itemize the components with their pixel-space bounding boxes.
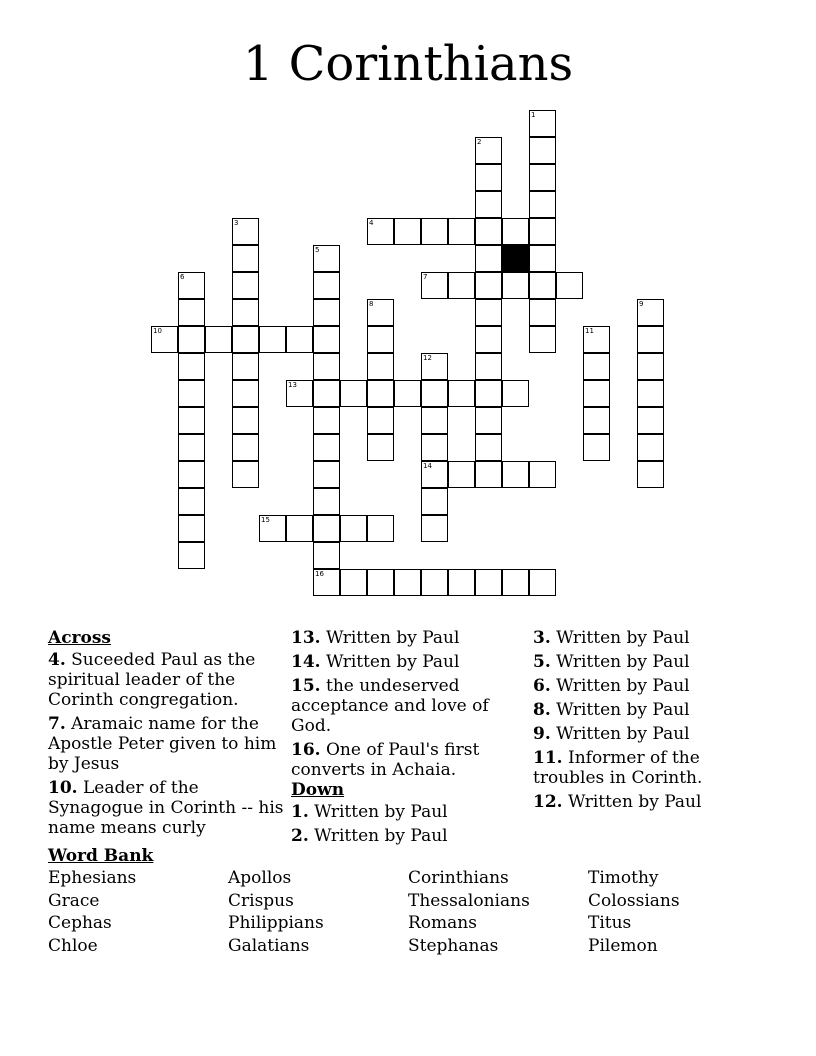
grid-cell[interactable] <box>475 380 502 407</box>
word-bank-item: Chloe <box>48 936 98 956</box>
clue-number-label: 9 <box>639 300 644 308</box>
grid-cell[interactable] <box>448 569 475 596</box>
grid-cell[interactable] <box>637 380 664 407</box>
clue-text: Written by Paul <box>325 628 460 648</box>
down-clue-5 <box>533 652 723 672</box>
grid-cell[interactable] <box>313 569 340 596</box>
clue-number: 2. <box>291 826 309 846</box>
grid-cell[interactable] <box>178 407 205 434</box>
clue-number-label: 13 <box>288 381 297 389</box>
grid-cell[interactable] <box>313 299 340 326</box>
grid-cell[interactable] <box>502 569 529 596</box>
grid-cell[interactable] <box>340 380 367 407</box>
grid-cell[interactable] <box>583 434 610 461</box>
grid-cell[interactable] <box>313 326 340 353</box>
clue-number: 8. <box>533 700 551 720</box>
clue-text: Written by Paul <box>556 628 690 648</box>
clue-number-label: 1 <box>531 111 536 119</box>
grid-cell[interactable] <box>502 272 529 299</box>
down-clue-9 <box>533 724 723 744</box>
word-bank-item: Philippians <box>228 913 324 933</box>
grid-cell[interactable] <box>313 407 340 434</box>
across-heading: Across <box>48 628 111 648</box>
grid-cell[interactable] <box>475 569 502 596</box>
clue-text: the undeserved acceptance and love of God. <box>291 676 489 736</box>
grid-cell[interactable] <box>313 380 340 407</box>
grid-cell[interactable] <box>232 380 259 407</box>
grid-cell[interactable] <box>421 569 448 596</box>
clue-number-label: 2 <box>477 138 482 146</box>
grid-cell[interactable] <box>475 326 502 353</box>
clue-number-label: 16 <box>315 570 324 578</box>
grid-cell[interactable] <box>556 272 583 299</box>
clues-column-1 <box>48 628 284 842</box>
grid-cell[interactable] <box>421 461 448 488</box>
page-title: 1 Corinthians <box>242 36 574 92</box>
grid-cell[interactable] <box>529 110 556 137</box>
grid-cell[interactable] <box>529 461 556 488</box>
down-heading: Down <box>291 780 345 800</box>
word-bank-item: Pilemon <box>588 936 658 956</box>
grid-cell[interactable] <box>421 407 448 434</box>
across-clue-15 <box>291 676 527 736</box>
grid-cell[interactable] <box>529 137 556 164</box>
word-bank-item: Cephas <box>48 913 112 933</box>
grid-cell[interactable] <box>394 569 421 596</box>
clue-text: Written by Paul <box>567 792 702 812</box>
grid-cell[interactable] <box>232 272 259 299</box>
grid-cell[interactable] <box>232 245 259 272</box>
clue-text: Aramaic name for the Apostle Peter given to him by Jesus <box>48 714 277 774</box>
across-clue-16 <box>291 740 527 780</box>
across-clue-4 <box>48 650 284 710</box>
grid-cell[interactable] <box>178 380 205 407</box>
grid-cell[interactable] <box>394 218 421 245</box>
grid-cell[interactable] <box>340 569 367 596</box>
clue-text: Written by Paul <box>556 700 690 720</box>
clue-text: Written by Paul <box>325 652 460 672</box>
grid-cell[interactable] <box>421 515 448 542</box>
grid-cell[interactable] <box>178 353 205 380</box>
clue-number: 1. <box>291 802 309 822</box>
grid-cell[interactable] <box>448 272 475 299</box>
grid-cell[interactable] <box>475 137 502 164</box>
grid-cell[interactable] <box>340 515 367 542</box>
clue-number-label: 5 <box>315 246 320 254</box>
grid-cell[interactable] <box>448 461 475 488</box>
clue-number: 13. <box>291 628 321 648</box>
clue-number-label: 12 <box>423 354 432 362</box>
grid-cell[interactable] <box>232 461 259 488</box>
clue-text: Written by Paul <box>556 724 690 744</box>
grid-cell[interactable] <box>475 191 502 218</box>
across-clue-14 <box>291 652 527 672</box>
clue-number-label: 8 <box>369 300 374 308</box>
grid-cell[interactable] <box>475 245 502 272</box>
clue-number: 16. <box>291 740 321 760</box>
grid-cell[interactable] <box>529 245 556 272</box>
grid-cell[interactable] <box>313 461 340 488</box>
clue-number-label: 14 <box>423 462 432 470</box>
grid-cell[interactable] <box>313 515 340 542</box>
grid-cell[interactable] <box>313 434 340 461</box>
clue-text: Written by Paul <box>314 802 448 822</box>
grid-cell[interactable] <box>448 380 475 407</box>
grid-cell[interactable] <box>637 299 664 326</box>
clue-number: 9. <box>533 724 551 744</box>
clue-number: 6. <box>533 676 551 696</box>
grid-cell[interactable] <box>313 353 340 380</box>
clue-number: 3. <box>533 628 551 648</box>
grid-cell[interactable] <box>178 488 205 515</box>
word-bank-item: Apollos <box>228 868 292 888</box>
grid-cell[interactable] <box>232 407 259 434</box>
word-bank-item: Timothy <box>588 868 659 888</box>
word-bank-item: Titus <box>588 913 632 933</box>
word-bank-item: Grace <box>48 891 100 911</box>
clue-number-label: 6 <box>180 273 185 281</box>
grid-cell[interactable] <box>232 299 259 326</box>
grid-cell[interactable] <box>475 353 502 380</box>
across-clue-10 <box>48 778 284 838</box>
across-clue-7 <box>48 714 284 774</box>
clue-number-label: 10 <box>153 327 162 335</box>
clue-text: Informer of the troubles in Corinth. <box>533 748 703 788</box>
clue-number-label: 11 <box>585 327 594 335</box>
grid-cell[interactable] <box>421 488 448 515</box>
grid-cell[interactable] <box>475 299 502 326</box>
clue-number-label: 4 <box>369 219 374 227</box>
clue-number: 4. <box>48 650 66 670</box>
grid-cell[interactable] <box>421 434 448 461</box>
grid-cell[interactable] <box>421 218 448 245</box>
clue-number-label: 3 <box>234 219 239 227</box>
clue-number: 14. <box>291 652 321 672</box>
grid-cell[interactable] <box>583 326 610 353</box>
grid-cell[interactable] <box>313 245 340 272</box>
clue-text: Written by Paul <box>314 826 448 846</box>
clues-column-3 <box>533 628 723 816</box>
grid-cell[interactable] <box>259 515 286 542</box>
grid-cell[interactable] <box>367 569 394 596</box>
clue-text: Leader of the Synagogue in Corinth -- his name means curly <box>48 778 284 838</box>
grid-cell[interactable] <box>583 407 610 434</box>
clue-number: 15. <box>291 676 321 696</box>
grid-cell[interactable] <box>178 515 205 542</box>
grid-cell[interactable] <box>475 407 502 434</box>
down-clue-12 <box>533 792 723 812</box>
grid-cell[interactable] <box>583 380 610 407</box>
grid-cell[interactable] <box>637 326 664 353</box>
grid-cell[interactable] <box>529 326 556 353</box>
grid-cell[interactable] <box>232 353 259 380</box>
grid-cell[interactable] <box>367 434 394 461</box>
clue-number-label: 15 <box>261 516 270 524</box>
grid-cell[interactable] <box>367 380 394 407</box>
grid-cell[interactable] <box>178 326 205 353</box>
grid-cell[interactable] <box>529 299 556 326</box>
grid-cell[interactable] <box>313 488 340 515</box>
down-clue-11 <box>533 748 723 788</box>
clue-number: 5. <box>533 652 551 672</box>
clue-number: 10. <box>48 778 78 798</box>
grid-cell[interactable] <box>529 191 556 218</box>
clue-text: Written by Paul <box>556 676 690 696</box>
clue-number: 11. <box>533 748 563 768</box>
grid-block <box>502 245 529 272</box>
grid-cell[interactable] <box>502 380 529 407</box>
grid-cell[interactable] <box>421 353 448 380</box>
grid-cell[interactable] <box>178 542 205 569</box>
grid-cell[interactable] <box>178 434 205 461</box>
down-clue-2 <box>291 826 527 846</box>
clue-text: Suceeded Paul as the spiritual leader of the Corinth congregation. <box>48 650 256 710</box>
clue-text: Written by Paul <box>556 652 690 672</box>
down-clue-1 <box>291 802 527 822</box>
grid-cell[interactable] <box>232 326 259 353</box>
grid-cell[interactable] <box>421 272 448 299</box>
word-bank-item: Corinthians <box>408 868 509 888</box>
word-bank-item: Crispus <box>228 891 294 911</box>
grid-cell[interactable] <box>178 272 205 299</box>
word-bank-item: Thessalonians <box>408 891 530 911</box>
grid-cell[interactable] <box>286 380 313 407</box>
grid-cell[interactable] <box>313 272 340 299</box>
down-clue-3 <box>533 628 723 648</box>
across-clue-13 <box>291 628 527 648</box>
down-clue-6 <box>533 676 723 696</box>
grid-cell[interactable] <box>502 461 529 488</box>
word-bank-heading: Word Bank <box>48 846 154 866</box>
grid-cell[interactable] <box>178 299 205 326</box>
grid-cell[interactable] <box>475 218 502 245</box>
grid-cell[interactable] <box>367 515 394 542</box>
word-bank-item: Galatians <box>228 936 310 956</box>
grid-cell[interactable] <box>448 218 475 245</box>
grid-cell[interactable] <box>259 326 286 353</box>
grid-cell[interactable] <box>475 272 502 299</box>
grid-cell[interactable] <box>367 299 394 326</box>
grid-cell[interactable] <box>529 272 556 299</box>
grid-cell[interactable] <box>475 461 502 488</box>
grid-cell[interactable] <box>529 569 556 596</box>
grid-cell[interactable] <box>637 434 664 461</box>
grid-cell[interactable] <box>637 461 664 488</box>
clue-number: 7. <box>48 714 66 734</box>
grid-cell[interactable] <box>313 542 340 569</box>
grid-cell[interactable] <box>421 380 448 407</box>
word-bank-item: Ephesians <box>48 868 137 888</box>
grid-cell[interactable] <box>367 353 394 380</box>
grid-cell[interactable] <box>151 326 178 353</box>
grid-cell[interactable] <box>286 515 313 542</box>
grid-cell[interactable] <box>205 326 232 353</box>
word-bank-item: Stephanas <box>408 936 499 956</box>
grid-cell[interactable] <box>637 407 664 434</box>
grid-cell[interactable] <box>529 164 556 191</box>
grid-cell[interactable] <box>529 218 556 245</box>
grid-cell[interactable] <box>367 326 394 353</box>
grid-cell[interactable] <box>232 434 259 461</box>
clue-number-label: 7 <box>423 273 428 281</box>
grid-cell[interactable] <box>232 218 259 245</box>
clue-number: 12. <box>533 792 563 812</box>
grid-cell[interactable] <box>178 461 205 488</box>
grid-cell[interactable] <box>286 326 313 353</box>
grid-cell[interactable] <box>502 218 529 245</box>
clue-text: One of Paul's first converts in Achaia. <box>291 740 480 780</box>
grid-cell[interactable] <box>475 164 502 191</box>
clues-column-2 <box>291 628 527 850</box>
grid-cell[interactable] <box>367 407 394 434</box>
word-bank-item: Romans <box>408 913 477 933</box>
grid-cell[interactable] <box>394 380 421 407</box>
down-clue-8 <box>533 700 723 720</box>
word-bank-item: Colossians <box>588 891 680 911</box>
grid-cell[interactable] <box>367 218 394 245</box>
grid-cell[interactable] <box>637 353 664 380</box>
grid-cell[interactable] <box>475 434 502 461</box>
grid-cell[interactable] <box>583 353 610 380</box>
